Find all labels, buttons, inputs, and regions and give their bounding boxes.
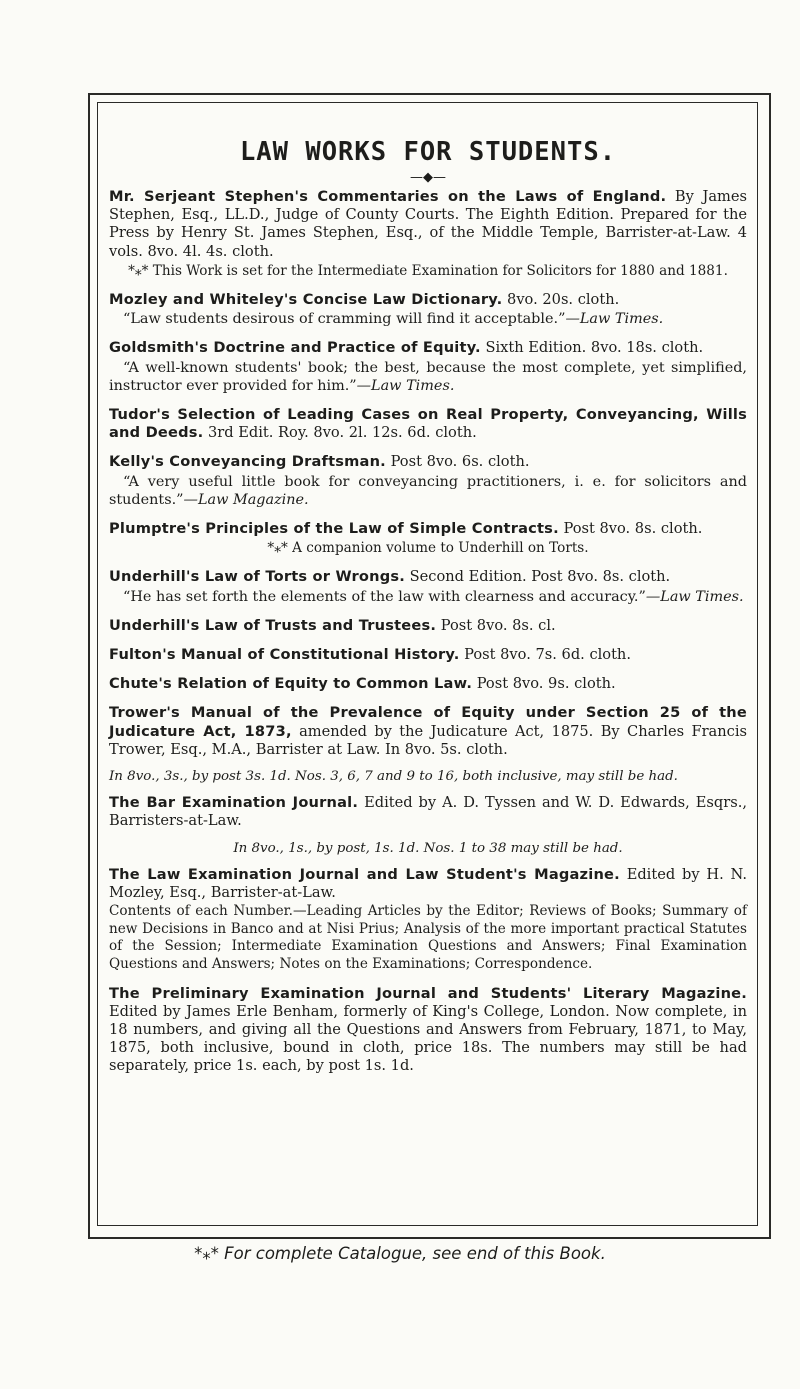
book-details: Post 8vo. 8s. cl. bbox=[440, 616, 556, 634]
inner-border bbox=[97, 102, 758, 1226]
book-title: Tudor's Selection of Leading Cases on Real Property, Conveyancing, Wills and Deeds. bbox=[109, 406, 747, 442]
book-details: 3rd Edit. Roy. 8vo. 2l. 12s. 6d. cloth. bbox=[208, 424, 477, 442]
entry-underhill-trusts bbox=[109, 617, 747, 635]
review-quote: “A very useful little book for conveyancing practitioners, i. e. for solicitors and students.” bbox=[109, 473, 747, 508]
book-title: Mr. Serjeant Stephen's Commentaries on the Laws of England. bbox=[109, 188, 667, 205]
book-details: Edited by H. N. Mozley, Esq., Barrister-at-Law. bbox=[109, 865, 747, 902]
review-quote: “A well-known students' book; the best, because the most complete, yet simplified, instructor ever provided for him.” bbox=[109, 359, 747, 394]
entry-mozley-whiteley-dictionary bbox=[109, 291, 747, 328]
book-details: Post 8vo. 7s. 6d. cloth. bbox=[464, 646, 631, 664]
book-title: Kelly's Conveyancing Draftsman. bbox=[109, 453, 386, 471]
book-note: *⁎* A companion volume to Underhill on Torts. bbox=[267, 540, 589, 557]
book-title: Plumptre's Principles of the Law of Simple Contracts. bbox=[109, 520, 559, 538]
book-title: Goldsmith's Doctrine and Practice of Equity. bbox=[109, 339, 481, 357]
book-title: The Preliminary Examination Journal and Students' Literary Magazine. bbox=[109, 984, 747, 1002]
book-details: Post 8vo. 9s. cloth. bbox=[476, 675, 616, 693]
entry-preliminary-examination-journal bbox=[109, 985, 747, 1076]
entry-law-examination-journal bbox=[109, 866, 747, 974]
review-source: —Law Times. bbox=[645, 588, 744, 605]
book-details: Sixth Edition. 8vo. 18s. cloth. bbox=[485, 339, 704, 357]
book-title: The Bar Examination Journal. bbox=[109, 794, 359, 812]
book-details: Post 8vo. 6s. cloth. bbox=[390, 453, 530, 471]
review-quote: “Law students desirous of cramming will find it acceptable.” bbox=[123, 311, 566, 328]
catalogue-footer-note: *⁎* For complete Catalogue, see end of this Book. bbox=[194, 1244, 606, 1263]
book-title: Fulton's Manual of Constitutional History. bbox=[109, 646, 460, 664]
review-source: —Law Times. bbox=[565, 311, 664, 328]
entry-fulton-constitutional-history bbox=[109, 646, 747, 664]
entry-goldsmith-equity bbox=[109, 339, 747, 395]
book-title: Chute's Relation of Equity to Common Law. bbox=[109, 675, 473, 693]
book-title: Mozley and Whiteley's Concise Law Dictionary. bbox=[109, 291, 503, 309]
book-title: Underhill's Law of Trusts and Trustees. bbox=[109, 616, 437, 634]
entry-kelly-conveyancing bbox=[109, 453, 747, 509]
entry-chute-equity bbox=[109, 675, 747, 693]
book-title: Trower's Manual of the Prevalence of Equity under Section 25 of the Judicature Act, 1873, bbox=[109, 704, 747, 740]
book-details: By James Stephen, Esq., LL.D., Judge of County Courts. The Eighth Edition. Prepared for the Press by Henry St. James Stephen, Esq., of the Middle Temple, Barrister-at-Law. 4 vols. 8vo. 4l. 4s. cloth. bbox=[109, 188, 748, 260]
entry-tudor-leading-cases bbox=[109, 406, 747, 442]
review-quote: “He has set forth the elements of the law with clearness and accuracy.” bbox=[123, 588, 646, 605]
page-title: LAW WORKS FOR STUDENTS. bbox=[239, 137, 617, 167]
book-details: Second Edition. Post 8vo. 8s. cloth. bbox=[409, 568, 671, 586]
review-source: —Law Magazine. bbox=[183, 491, 309, 508]
book-note: *⁎* This Work is set for the Intermediate Examination for Solicitors for 1880 and 1881. bbox=[128, 262, 728, 279]
book-details: Edited by James Erle Benham, formerly of King's College, London. Now complete, in 18 numbers, and giving all the Questions and Answers from February, 1871, to May, 1875, both inclusive, bound in cloth, price 18s. The numbers may still be had separately, price 1s. each, by post 1s. 1d. bbox=[109, 1002, 747, 1075]
entry-plumptre-contracts bbox=[109, 520, 747, 557]
entry-stephen-commentaries bbox=[109, 188, 747, 280]
book-title: Underhill's Law of Torts or Wrongs. bbox=[109, 568, 405, 586]
book-details: amended by the Judicature Act, 1875. By Charles Francis Trower, Esq., M.A., Barrister at Law. In 8vo. 5s. cloth. bbox=[109, 722, 747, 758]
book-details: Edited by A. D. Tyssen and W. D. Edwards, Esqrs., Barristers-at-Law. bbox=[109, 794, 747, 830]
journal-contents: Contents of each Number.—Leading Articles by the Editor; Reviews of Books; Summary of new Decisions in Banco and at Nisi Prius; Analysis of the more important practical Statutes of the Session; Intermediate Examination Questions and Answers; Final Examination Questions and Answers; Notes on the Examinations; Correspondence. bbox=[109, 903, 747, 973]
book-details: 8vo. 20s. cloth. bbox=[507, 291, 620, 309]
availability-note: In 8vo., 1s., by post, 1s. 1d. Nos. 1 to 38 may still be had. bbox=[233, 840, 623, 856]
entry-underhill-torts bbox=[109, 568, 747, 605]
entry-trower-manual bbox=[109, 704, 747, 786]
title-ornament: —◆— bbox=[410, 170, 446, 185]
review-source: —Law Times. bbox=[356, 377, 455, 394]
book-details: Post 8vo. 8s. cloth. bbox=[563, 520, 703, 538]
book-title: The Law Examination Journal and Law Student's Magazine. bbox=[109, 865, 620, 883]
availability-note: In 8vo., 3s., by post 3s. 1d. Nos. 3, 6, 7 and 9 to 16, both inclusive, may still be had. bbox=[109, 769, 678, 785]
entry-bar-examination-journal bbox=[109, 794, 747, 858]
